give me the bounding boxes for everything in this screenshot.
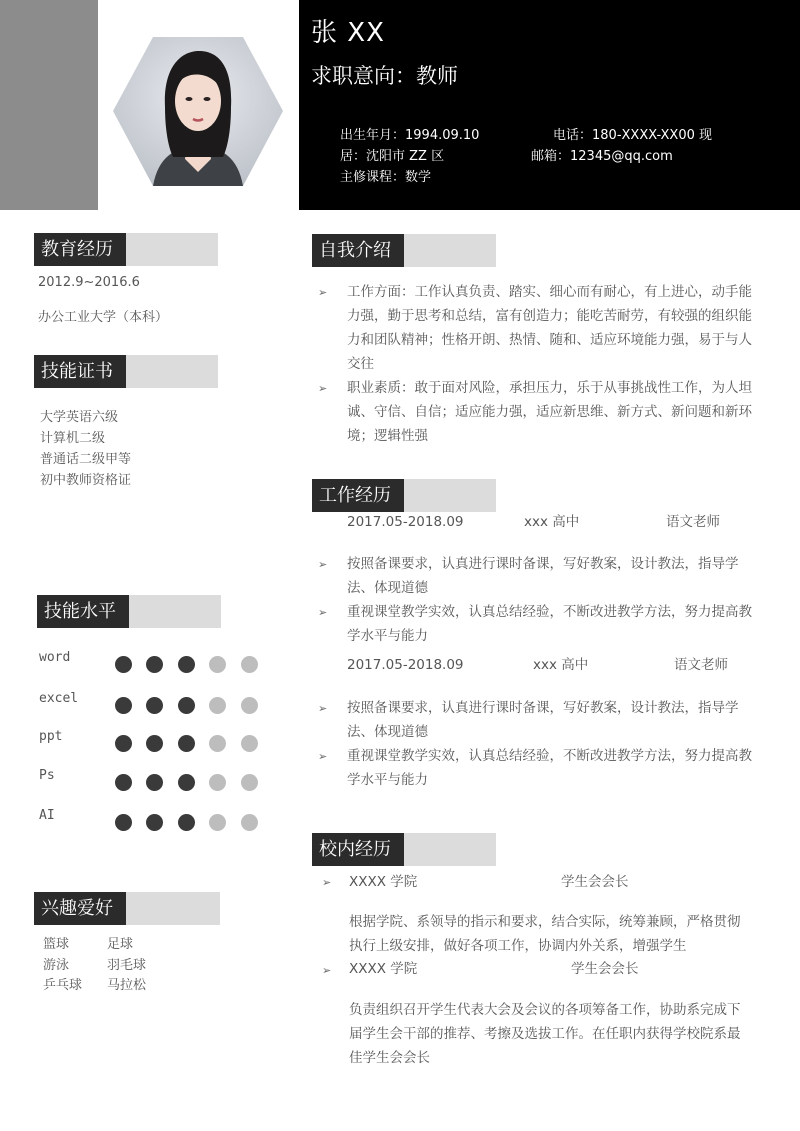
skill-dot-filled [146, 814, 163, 831]
campus-heading [312, 833, 496, 866]
skill-label: word [39, 650, 71, 665]
intro-title: 自我介绍 [312, 234, 404, 267]
bullet-arrow-icon: ➢ [318, 702, 328, 715]
skill-dot-filled [146, 735, 163, 752]
cert-item: 大学英语六级 [40, 410, 119, 425]
cert-item: 初中教师资格证 [40, 473, 132, 488]
job-intent: 求职意向：教师 [311, 64, 458, 88]
campus-desc: 根据学院、系领导的指示和要求，结合实际，统筹兼顾，严格贯彻执行上级安排，做好各项工作，协调内外关系，增强学生 [349, 914, 741, 954]
job-role: 语文老师 [666, 514, 720, 530]
bullet-arrow-icon: ➢ [322, 964, 332, 977]
hobby-item: 足球 [107, 937, 134, 952]
job-duty: 重视课堂教学实效，认真总结经验，不断改进教学方法，努力提高教学水平与能力 [347, 604, 752, 644]
campus-org: XXXX 学院 [349, 961, 418, 977]
certs-heading [34, 355, 218, 388]
job-period: 2017.05-2018.09 [347, 514, 464, 530]
bullet-arrow-icon: ➢ [318, 558, 328, 571]
education-heading [34, 233, 218, 266]
intro-item: 工作方面：工作认真负责、踏实、细心而有耐心，有上进心，动手能力强，勤于思考和总结，富有创造力；能吃苦耐劳，有较强的组织能力和团队精神；性格开朗、热情、随和、适应环境能力强，易于与人交往 [347, 284, 752, 372]
campus-desc: 负责组织召开学生代表大会及会议的各项筹备工作，协助系完成下届学生会干部的推荐、考擦及选拔工作。在任职内获得学校院系最佳学生会会长 [349, 1002, 741, 1066]
job-duty: 按照备课要求，认真进行课时备课，写好教案，设计教法，指导学法、体现道德 [347, 700, 739, 740]
job-duty: 重视课堂教学实效，认真总结经验，不断改进教学方法，努力提高教学水平与能力 [347, 748, 752, 788]
major-course: 主修课程：数学 [340, 170, 432, 185]
email: 邮箱：12345@qq.com [531, 149, 673, 164]
job-company: xxx 高中 [524, 514, 580, 530]
skill-dot-filled [146, 774, 163, 791]
skill-dot-empty [241, 656, 258, 673]
skill-dot-filled [146, 697, 163, 714]
cert-item: 普通话二级甲等 [40, 452, 132, 467]
skill-label: excel [39, 691, 79, 706]
education-school: 办公工业大学（本科） [38, 310, 169, 325]
skill-label: Ps [39, 768, 55, 783]
skill-dot-empty [209, 735, 226, 752]
header-grey-block [0, 0, 98, 210]
intro-heading [312, 234, 496, 267]
skill-dot-filled [115, 656, 132, 673]
bullet-arrow-icon: ➢ [318, 382, 328, 395]
skill-label: ppt [39, 729, 63, 744]
skill-dot-empty [241, 735, 258, 752]
campus-role: 学生会会长 [571, 961, 639, 977]
skill-dot-empty [209, 774, 226, 791]
skill-dot-filled [178, 697, 195, 714]
bullet-arrow-icon: ➢ [318, 750, 328, 763]
job-role: 语文老师 [674, 657, 728, 673]
bullet-arrow-icon: ➢ [318, 606, 328, 619]
work-heading [312, 479, 496, 512]
campus-title: 校内经历 [312, 833, 404, 866]
skills-title: 技能水平 [37, 595, 129, 628]
hobby-item: 羽毛球 [107, 958, 147, 973]
bullet-arrow-icon: ➢ [322, 876, 332, 889]
hobby-item: 马拉松 [107, 978, 147, 993]
skill-label: AI [39, 808, 55, 823]
hobby-item: 乒乓球 [43, 978, 83, 993]
certs-title: 技能证书 [34, 355, 126, 388]
candidate-name: 张 XX [311, 18, 385, 48]
job-company: xxx 高中 [533, 657, 589, 673]
skill-dot-filled [146, 656, 163, 673]
skill-dot-filled [178, 774, 195, 791]
skill-dot-empty [241, 774, 258, 791]
skill-dot-filled [115, 735, 132, 752]
job-duty: 按照备课要求，认真进行课时备课，写好教案，设计教法，指导学法、体现道德 [347, 556, 739, 596]
education-title: 教育经历 [34, 233, 126, 266]
skill-dot-filled [178, 814, 195, 831]
job-period: 2017.05-2018.09 [347, 657, 464, 673]
phone: 电话：180-XXXX-XX00 现 [553, 128, 713, 143]
skill-dot-empty [241, 814, 258, 831]
skill-dot-filled [178, 656, 195, 673]
residence: 居：沈阳市 ZZ 区 [340, 149, 445, 164]
skill-dot-empty [209, 656, 226, 673]
campus-org: XXXX 学院 [349, 874, 418, 890]
campus-role: 学生会会长 [561, 874, 629, 890]
skill-dot-empty [209, 697, 226, 714]
work-title: 工作经历 [312, 479, 404, 512]
skill-dot-empty [209, 814, 226, 831]
skill-dot-empty [241, 697, 258, 714]
hobbies-heading [34, 892, 220, 925]
skill-dot-filled [115, 774, 132, 791]
bullet-arrow-icon: ➢ [318, 286, 328, 299]
hobby-item: 游泳 [43, 958, 70, 973]
skill-dot-filled [178, 735, 195, 752]
birth-date: 出生年月：1994.09.10 [340, 128, 480, 143]
hobbies-title: 兴趣爱好 [34, 892, 126, 925]
skill-dot-filled [115, 697, 132, 714]
education-period: 2012.9~2016.6 [38, 275, 140, 290]
skill-dot-filled [115, 814, 132, 831]
hobby-item: 篮球 [43, 937, 70, 952]
intro-item: 职业素质：敢于面对风险，承担压力，乐于从事挑战性工作，为人坦诚、守信、自信；适应能力强，适应新思维、新方式、新问题和新环境；逻辑性强 [347, 380, 752, 444]
cert-item: 计算机二级 [40, 431, 106, 446]
skills-heading [37, 595, 221, 628]
profile-photo [113, 37, 283, 186]
